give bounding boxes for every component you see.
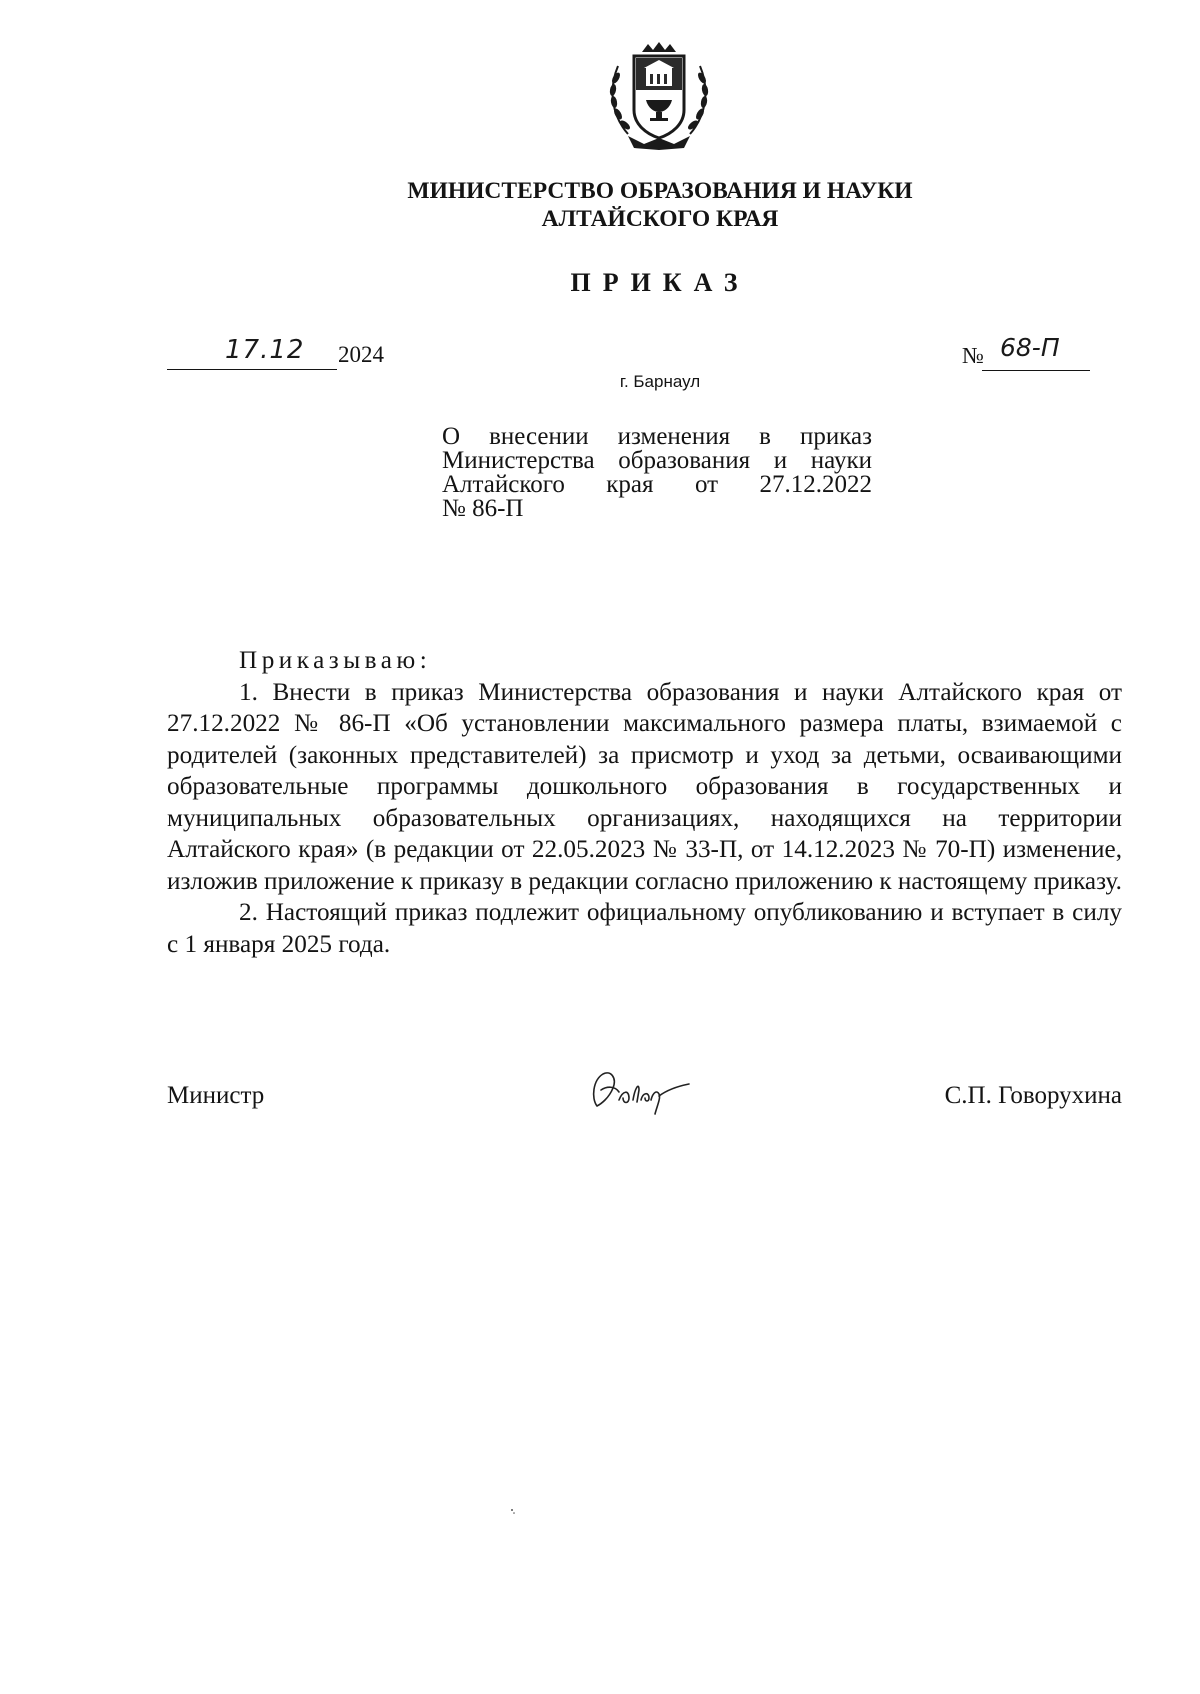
order-date [167, 335, 407, 369]
number-underline [982, 370, 1090, 371]
subject-line3: Алтайского края от 27.12.2022 [442, 471, 872, 498]
coat-of-arms-emblem-icon [598, 38, 720, 160]
date-underline [167, 369, 337, 370]
subject-line1: О внесении изменения в приказ [442, 423, 872, 450]
signatory-title: Министр [167, 1082, 265, 1109]
paragraph-2: 2. Настоящий приказ подлежит официальному опубликованию и вступает в силу с 1 января 2025 года. [167, 899, 1122, 958]
order-body [167, 645, 1122, 960]
scan-speck-icon [510, 1508, 516, 1514]
subject-line4: № 86-П [442, 495, 524, 522]
number-handwritten: 68-П [1000, 333, 1060, 362]
order-subject [442, 425, 872, 521]
handwritten-signature-icon [583, 1060, 693, 1120]
ministry-name [300, 177, 1020, 233]
signatory-name: С.П. Говорухина [944, 1082, 1122, 1109]
paragraph-1: 1. Внести в приказ Министерства образования и науки Алтайского края от 27.12.2022 № 86-П «Об установлении максимального размера платы, взимаемой с родителей (законных представителей) за присмотр и уход за детьми, осваивающими образовательные программы дошкольного образования в государственных и муниципальных образовательных организациях, находящихся на территории Алтайского края» (в редакции от 22.05.2023 № 33-П, от 14.12.2023 № 70-П) изменение, изложив приложение к приказу в редакции согласно приложению к настоящему приказу. [167, 678, 1122, 895]
ministry-name-line1: МИНИСТЕРСТВО ОБРАЗОВАНИЯ И НАУКИ [407, 178, 913, 204]
date-handwritten: 17.12 [225, 335, 305, 365]
ministry-name-line2: АЛТАЙСКОГО КРАЯ [541, 206, 779, 232]
date-year: 2024 [338, 342, 384, 367]
prikazyvayu-heading: Приказываю: [239, 647, 432, 674]
order-number [962, 333, 1092, 371]
signature-block [167, 1072, 1122, 1132]
order-title: ПРИКАЗ [570, 268, 750, 297]
city: г. Барнаул [619, 372, 701, 391]
subject-line2: Министерства образования и науки [442, 447, 872, 474]
number-sign: № [962, 343, 984, 368]
